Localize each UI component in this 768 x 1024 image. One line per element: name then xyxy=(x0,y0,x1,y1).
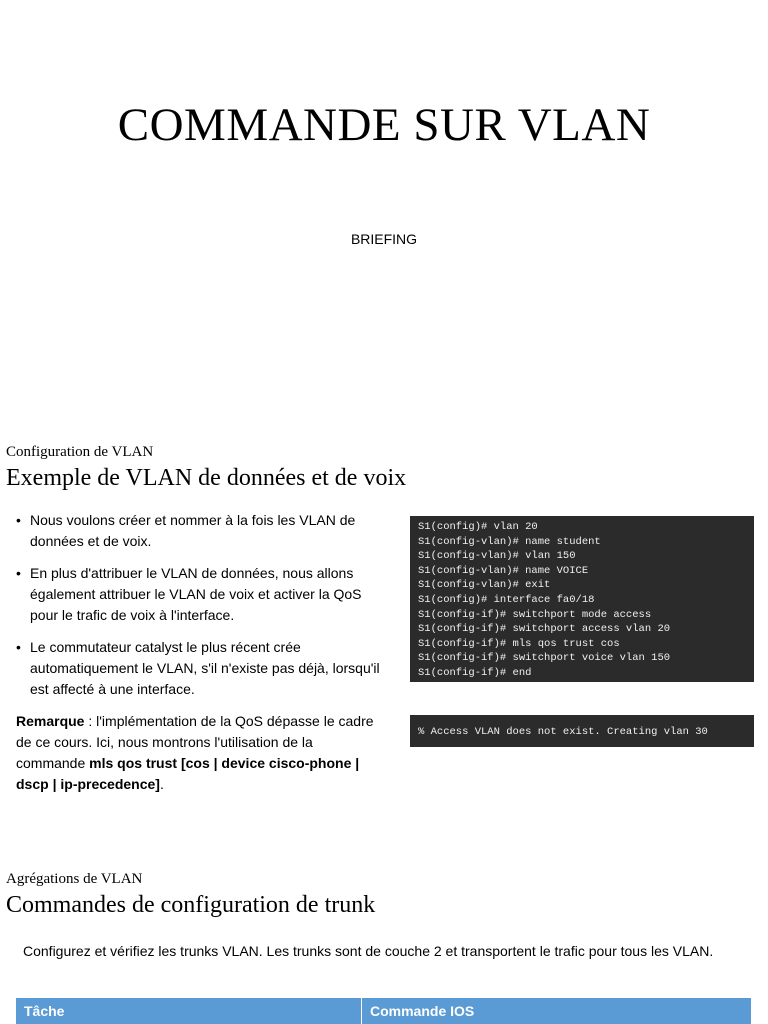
cli-line: S1(config-vlan)# name VOICE xyxy=(418,564,589,577)
cover-title: COMMANDE SUR VLAN xyxy=(117,99,651,151)
cli-message-box xyxy=(410,715,754,747)
bullet-list xyxy=(16,510,381,711)
section-heading: Commandes de configuration de trunk xyxy=(6,892,376,918)
cli-line: S1(config-if)# mls qos trust cos xyxy=(418,637,620,650)
cli-line: S1(config)# vlan 20 xyxy=(418,521,538,533)
bullet-item xyxy=(16,510,381,552)
bullet-dot-icon: • xyxy=(16,512,21,528)
bullet-text: Le commutateur catalyst le plus récent crée automatiquement le VLAN, s'il n'existe pas déjà, lorsqu'il est affecté à une interface. xyxy=(30,639,380,697)
cli-terminal xyxy=(410,516,754,682)
bullet-item xyxy=(16,637,381,700)
cli-line: S1(config-if)# switchport mode access xyxy=(418,608,652,621)
cli-line: S1(config)# interface fa0/18 xyxy=(418,593,595,606)
remark-label: Remarque xyxy=(16,713,85,729)
section-heading: Exemple de VLAN de données et de voix xyxy=(6,465,407,491)
cover-subtitle: BRIEFING xyxy=(350,231,418,247)
bullet-dot-icon: • xyxy=(16,639,21,655)
remark-command: mls qos trust [cos | device cisco-phone | dscp | ip-precedence] xyxy=(16,755,360,792)
trunk-intro-text: Configurez et vérifiez les trunks VLAN. Les trunks sont de couche 2 et transportent le trafic pour tous les VLAN. xyxy=(23,943,714,959)
cli-line: S1(config-if)# end xyxy=(418,666,532,679)
bullet-item xyxy=(16,563,381,626)
remark-text: : l'implémentation de la QoS dépasse le cadre de ce cours. Ici, nous montrons l'utilisation de la commande xyxy=(16,713,374,771)
bullet-dot-icon: • xyxy=(16,565,21,581)
remark-paragraph xyxy=(16,711,381,795)
cli-line: S1(config-vlan)# exit xyxy=(418,579,551,592)
command-table-header xyxy=(16,998,751,1024)
bullet-text: Nous voulons créer et nommer à la fois les VLAN de données et de voix. xyxy=(30,512,356,549)
cli-line: S1(config-vlan)# vlan 150 xyxy=(418,550,576,563)
cli-message: % Access VLAN does not exist. Creating vlan 30 xyxy=(418,726,708,738)
bullet-text: En plus d'attribuer le VLAN de données, nous allons également attribuer le VLAN de voix et activer la QoS pour le trafic de voix à l'interface. xyxy=(30,565,362,623)
section-label: Configuration de VLAN xyxy=(6,444,154,460)
table-header-task: Tâche xyxy=(16,998,362,1024)
cli-line: S1(config-if)# switchport access vlan 20 xyxy=(418,623,671,636)
cli-line: S1(config-vlan)# name student xyxy=(418,535,601,548)
section-label: Agrégations de VLAN xyxy=(6,871,143,887)
remark-end: . xyxy=(159,776,164,792)
table-header-command: Commande IOS xyxy=(362,998,751,1024)
cli-line: S1(config-if)# switchport voice vlan 150 xyxy=(418,652,671,665)
